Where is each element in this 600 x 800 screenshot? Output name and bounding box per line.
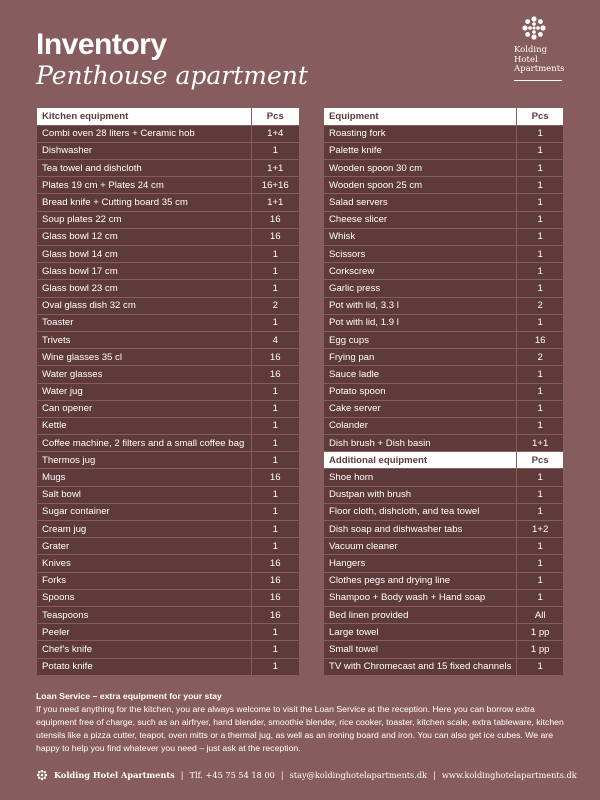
table-row bbox=[37, 246, 299, 263]
logo-line-2: Hotel bbox=[514, 54, 538, 65]
table-row bbox=[324, 246, 563, 263]
kitchen-item-pcs: 1 bbox=[251, 263, 299, 280]
equipment-item-name: Wooden spoon 25 cm bbox=[324, 177, 517, 194]
additional-item-pcs: 1 bbox=[517, 503, 563, 520]
table-row bbox=[324, 211, 563, 228]
table-row bbox=[324, 383, 563, 400]
equipment-table bbox=[324, 108, 563, 676]
table-row bbox=[37, 572, 299, 589]
equipment-item-pcs: 1 bbox=[517, 160, 563, 177]
additional-item-pcs: 1 bbox=[517, 538, 563, 555]
additional-item-name: Vacuum cleaner bbox=[324, 538, 517, 555]
page-subtitle: Penthouse apartment bbox=[36, 61, 308, 90]
table-row bbox=[37, 125, 299, 142]
equipment-item-pcs: 1 bbox=[517, 314, 563, 331]
equipment-item-pcs: 2 bbox=[517, 349, 563, 366]
kitchen-item-pcs: 4 bbox=[251, 331, 299, 348]
flower-logo-icon bbox=[36, 769, 48, 781]
table-row bbox=[324, 521, 563, 538]
additional-item-pcs: All bbox=[517, 606, 563, 623]
equipment-item-pcs: 1 bbox=[517, 246, 563, 263]
kitchen-item-pcs: 1+1 bbox=[251, 194, 299, 211]
loan-service-body: If you need anything for the kitchen, you are always welcome to visit the Loan Service at the reception. Here you can borrow extra equipment free of charge, such as an airfryer, hand blender, smoothie blender, rice cooker, toaster, kitchen scale, extra tableware, kitchen utensils like a pizza cutter, teapot, oven mitts or a thermal jug, as well as an ironing board and iron. You can also get ice cubes. We are happy to help you find whatever you need – just ask at the reception. bbox=[36, 704, 564, 753]
table-row bbox=[324, 417, 563, 434]
table-row bbox=[37, 297, 299, 314]
kitchen-item-name: Mugs bbox=[37, 469, 251, 486]
table-row bbox=[37, 263, 299, 280]
table-row bbox=[324, 469, 563, 486]
kitchen-item-pcs: 16 bbox=[251, 606, 299, 623]
page-title: Inventory bbox=[36, 28, 167, 61]
flower-logo-icon bbox=[520, 14, 548, 42]
table-row bbox=[324, 555, 563, 572]
equipment-header-row bbox=[324, 108, 563, 125]
kitchen-item-pcs: 1 bbox=[251, 383, 299, 400]
kitchen-item-pcs: 1 bbox=[251, 658, 299, 675]
table-row bbox=[37, 503, 299, 520]
kitchen-item-name: Wine glasses 35 cl bbox=[37, 349, 251, 366]
kitchen-item-name: Trivets bbox=[37, 331, 251, 348]
table-row bbox=[324, 538, 563, 555]
additional-item-name: Clothes pegs and drying line bbox=[324, 572, 517, 589]
additional-item-name: Large towel bbox=[324, 624, 517, 641]
equipment-item-name: Pot with lid, 3.3 l bbox=[324, 297, 517, 314]
additional-item-pcs: 1 bbox=[517, 589, 563, 606]
table-row bbox=[324, 331, 563, 348]
table-row bbox=[37, 486, 299, 503]
footer-brand: Kolding Hotel Apartments bbox=[54, 770, 175, 780]
footer-separator: | bbox=[280, 770, 284, 780]
equipment-item-name: Palette knife bbox=[324, 142, 517, 159]
additional-item-name: Shoe horn bbox=[324, 469, 517, 486]
table-row bbox=[37, 211, 299, 228]
kitchen-item-pcs: 1 bbox=[251, 417, 299, 434]
kitchen-item-name: Glass bowl 17 cm bbox=[37, 263, 251, 280]
table-row bbox=[37, 331, 299, 348]
table-row bbox=[324, 572, 563, 589]
table-row bbox=[37, 417, 299, 434]
equipment-item-name: Corkscrew bbox=[324, 263, 517, 280]
table-row bbox=[324, 624, 563, 641]
table-row bbox=[324, 160, 563, 177]
kitchen-item-pcs: 1 bbox=[251, 521, 299, 538]
equipment-item-name: Whisk bbox=[324, 228, 517, 245]
table-row bbox=[37, 538, 299, 555]
additional-item-pcs: 1 bbox=[517, 555, 563, 572]
table-row bbox=[37, 228, 299, 245]
additional-item-name: TV with Chromecast and 15 fixed channels bbox=[324, 658, 517, 675]
kitchen-header-row bbox=[37, 108, 299, 125]
kitchen-item-name: Thermos jug bbox=[37, 452, 251, 469]
kitchen-item-pcs: 1 bbox=[251, 400, 299, 417]
table-row bbox=[37, 452, 299, 469]
additional-item-name: Bed linen provided bbox=[324, 606, 517, 623]
equipment-item-pcs: 1 bbox=[517, 383, 563, 400]
footer-separator: | bbox=[433, 770, 436, 780]
equipment-item-pcs: 1 bbox=[517, 125, 563, 142]
kitchen-item-pcs: 1+4 bbox=[251, 125, 299, 142]
equipment-item-name: Colander bbox=[324, 417, 517, 434]
kitchen-item-pcs: 16+16 bbox=[251, 177, 299, 194]
equipment-item-name: Roasting fork bbox=[324, 125, 517, 142]
equipment-item-pcs: 1 bbox=[517, 228, 563, 245]
table-row bbox=[324, 400, 563, 417]
equipment-item-pcs: 1 bbox=[517, 263, 563, 280]
additional-item-pcs: 1 bbox=[517, 486, 563, 503]
kitchen-item-name: Combi oven 28 liters + Ceramic hob bbox=[37, 125, 251, 142]
loan-service-title: Loan Service – extra equipment for your stay bbox=[36, 691, 222, 701]
table-row bbox=[37, 280, 299, 297]
equipment-header-pcs: Pcs bbox=[517, 108, 563, 125]
additional-item-pcs: 1 pp bbox=[517, 624, 563, 641]
additional-item-name: Floor cloth, dishcloth, and tea towel bbox=[324, 503, 517, 520]
table-row bbox=[37, 383, 299, 400]
equipment-item-pcs: 1 bbox=[517, 400, 563, 417]
table-row bbox=[324, 125, 563, 142]
kitchen-item-name: Oval glass dish 32 cm bbox=[37, 297, 251, 314]
additional-item-name: Dustpan with brush bbox=[324, 486, 517, 503]
additional-item-name: Shampoo + Body wash + Hand soap bbox=[324, 589, 517, 606]
equipment-header-label: Equipment bbox=[324, 108, 517, 125]
equipment-item-pcs: 1 bbox=[517, 142, 563, 159]
kitchen-equipment-table bbox=[37, 108, 299, 676]
additional-header-label: Additional equipment bbox=[324, 452, 517, 469]
kitchen-item-name: Water jug bbox=[37, 383, 251, 400]
kitchen-item-name: Spoons bbox=[37, 589, 251, 606]
equipment-item-pcs: 1 bbox=[517, 366, 563, 383]
kitchen-item-pcs: 1 bbox=[251, 280, 299, 297]
kitchen-item-pcs: 1 bbox=[251, 246, 299, 263]
additional-item-pcs: 1 bbox=[517, 658, 563, 675]
kitchen-item-pcs: 16 bbox=[251, 469, 299, 486]
kitchen-item-pcs: 1 bbox=[251, 314, 299, 331]
footer-phone: Tlf. +45 75 54 18 00 bbox=[189, 770, 275, 780]
table-row bbox=[324, 297, 563, 314]
kitchen-item-pcs: 16 bbox=[251, 589, 299, 606]
kitchen-item-pcs: 1 bbox=[251, 624, 299, 641]
table-row bbox=[324, 606, 563, 623]
additional-item-name: Hangers bbox=[324, 555, 517, 572]
table-row bbox=[37, 160, 299, 177]
kitchen-item-name: Water glasses bbox=[37, 366, 251, 383]
equipment-item-name: Sauce ladle bbox=[324, 366, 517, 383]
kitchen-item-pcs: 2 bbox=[251, 297, 299, 314]
kitchen-item-pcs: 1+1 bbox=[251, 160, 299, 177]
equipment-item-name: Potato spoon bbox=[324, 383, 517, 400]
kitchen-item-pcs: 1 bbox=[251, 486, 299, 503]
kitchen-item-pcs: 1 bbox=[251, 142, 299, 159]
kitchen-item-name: Toaster bbox=[37, 314, 251, 331]
kitchen-item-name: Kettle bbox=[37, 417, 251, 434]
table-row bbox=[324, 142, 563, 159]
kitchen-item-pcs: 1 bbox=[251, 641, 299, 658]
kitchen-item-name: Soup plates 22 cm bbox=[37, 211, 251, 228]
kitchen-item-pcs: 16 bbox=[251, 211, 299, 228]
additional-item-name: Small towel bbox=[324, 641, 517, 658]
kitchen-item-name: Tea towel and dishcloth bbox=[37, 160, 251, 177]
table-row bbox=[37, 314, 299, 331]
table-row bbox=[37, 142, 299, 159]
equipment-item-name: Cake server bbox=[324, 400, 517, 417]
table-row bbox=[37, 469, 299, 486]
equipment-item-pcs: 1 bbox=[517, 194, 563, 211]
logo-line-3: Apartments bbox=[514, 64, 565, 74]
equipment-item-name: Egg cups bbox=[324, 331, 517, 348]
table-row bbox=[37, 606, 299, 623]
kitchen-item-name: Can opener bbox=[37, 400, 251, 417]
kitchen-item-pcs: 16 bbox=[251, 366, 299, 383]
kitchen-item-pcs: 16 bbox=[251, 572, 299, 589]
logo-rule bbox=[514, 80, 562, 81]
kitchen-item-name: Glass bowl 14 cm bbox=[37, 246, 251, 263]
additional-header-pcs: Pcs bbox=[517, 452, 563, 469]
table-row bbox=[37, 366, 299, 383]
kitchen-item-name: Sugar container bbox=[37, 503, 251, 520]
kitchen-item-name: Plates 19 cm + Plates 24 cm bbox=[37, 177, 251, 194]
equipment-item-name: Dish brush + Dish basin bbox=[324, 435, 517, 452]
table-row bbox=[37, 555, 299, 572]
kitchen-item-name: Bread knife + Cutting board 35 cm bbox=[37, 194, 251, 211]
kitchen-item-pcs: 16 bbox=[251, 349, 299, 366]
table-row bbox=[37, 400, 299, 417]
kitchen-item-pcs: 1 bbox=[251, 435, 299, 452]
kitchen-item-pcs: 1 bbox=[251, 503, 299, 520]
kitchen-item-name: Knives bbox=[37, 555, 251, 572]
kitchen-item-name: Salt bowl bbox=[37, 486, 251, 503]
table-row bbox=[37, 658, 299, 675]
table-row bbox=[37, 521, 299, 538]
table-row bbox=[37, 349, 299, 366]
table-row bbox=[324, 503, 563, 520]
table-row bbox=[37, 435, 299, 452]
equipment-item-pcs: 1 bbox=[517, 417, 563, 434]
table-row bbox=[324, 263, 563, 280]
equipment-item-pcs: 16 bbox=[517, 331, 563, 348]
equipment-item-name: Cheese slicer bbox=[324, 211, 517, 228]
footer bbox=[36, 769, 577, 781]
equipment-item-pcs: 1 bbox=[517, 211, 563, 228]
kitchen-item-pcs: 16 bbox=[251, 555, 299, 572]
kitchen-item-name: Potato knife bbox=[37, 658, 251, 675]
additional-item-name: Dish soap and dishwasher tabs bbox=[324, 521, 517, 538]
kitchen-item-name: Chef’s knife bbox=[37, 641, 251, 658]
kitchen-item-name: Glass bowl 23 cm bbox=[37, 280, 251, 297]
kitchen-item-name: Cream jug bbox=[37, 521, 251, 538]
footer-email-link[interactable]: stay@koldinghotelapartments.dk bbox=[289, 770, 428, 780]
equipment-item-name: Salad servers bbox=[324, 194, 517, 211]
kitchen-item-name: Glass bowl 12 cm bbox=[37, 228, 251, 245]
kitchen-item-name: Forks bbox=[37, 572, 251, 589]
table-row bbox=[324, 589, 563, 606]
table-row bbox=[324, 435, 563, 452]
table-row bbox=[37, 589, 299, 606]
table-row bbox=[324, 228, 563, 245]
footer-web-link[interactable]: www.koldinghotelapartments.dk bbox=[441, 770, 577, 780]
equipment-item-pcs: 1+1 bbox=[517, 435, 563, 452]
table-row bbox=[324, 366, 563, 383]
equipment-item-name: Garlic press bbox=[324, 280, 517, 297]
footer-separator: | bbox=[180, 770, 184, 780]
table-row bbox=[324, 177, 563, 194]
additional-header-row bbox=[324, 452, 563, 469]
table-row bbox=[324, 194, 563, 211]
equipment-item-name: Pot with lid, 1.9 l bbox=[324, 314, 517, 331]
equipment-item-name: Wooden spoon 30 cm bbox=[324, 160, 517, 177]
equipment-item-pcs: 1 bbox=[517, 177, 563, 194]
additional-item-pcs: 1+2 bbox=[517, 521, 563, 538]
table-row bbox=[324, 280, 563, 297]
kitchen-header-pcs: Pcs bbox=[251, 108, 299, 125]
additional-item-pcs: 1 pp bbox=[517, 641, 563, 658]
equipment-item-pcs: 2 bbox=[517, 297, 563, 314]
table-row bbox=[37, 177, 299, 194]
equipment-item-name: Frying pan bbox=[324, 349, 517, 366]
loan-service-section bbox=[36, 690, 566, 755]
equipment-item-name: Scissors bbox=[324, 246, 517, 263]
additional-item-pcs: 1 bbox=[517, 469, 563, 486]
table-row bbox=[324, 349, 563, 366]
kitchen-header-label: Kitchen equipment bbox=[37, 108, 251, 125]
kitchen-item-name: Peeler bbox=[37, 624, 251, 641]
table-row bbox=[37, 194, 299, 211]
brand-logo bbox=[514, 14, 574, 81]
table-row bbox=[37, 641, 299, 658]
kitchen-item-pcs: 1 bbox=[251, 452, 299, 469]
kitchen-item-name: Coffee machine, 2 filters and a small coffee bag bbox=[37, 435, 251, 452]
table-row bbox=[324, 658, 563, 675]
kitchen-item-pcs: 1 bbox=[251, 538, 299, 555]
kitchen-item-pcs: 16 bbox=[251, 228, 299, 245]
kitchen-item-name: Teaspoons bbox=[37, 606, 251, 623]
additional-item-pcs: 1 bbox=[517, 572, 563, 589]
table-row bbox=[37, 624, 299, 641]
table-row bbox=[324, 641, 563, 658]
equipment-item-pcs: 1 bbox=[517, 280, 563, 297]
kitchen-item-name: Dishwasher bbox=[37, 142, 251, 159]
logo-line-1: Kolding bbox=[514, 45, 548, 55]
table-row bbox=[324, 486, 563, 503]
kitchen-item-name: Grater bbox=[37, 538, 251, 555]
table-row bbox=[324, 314, 563, 331]
